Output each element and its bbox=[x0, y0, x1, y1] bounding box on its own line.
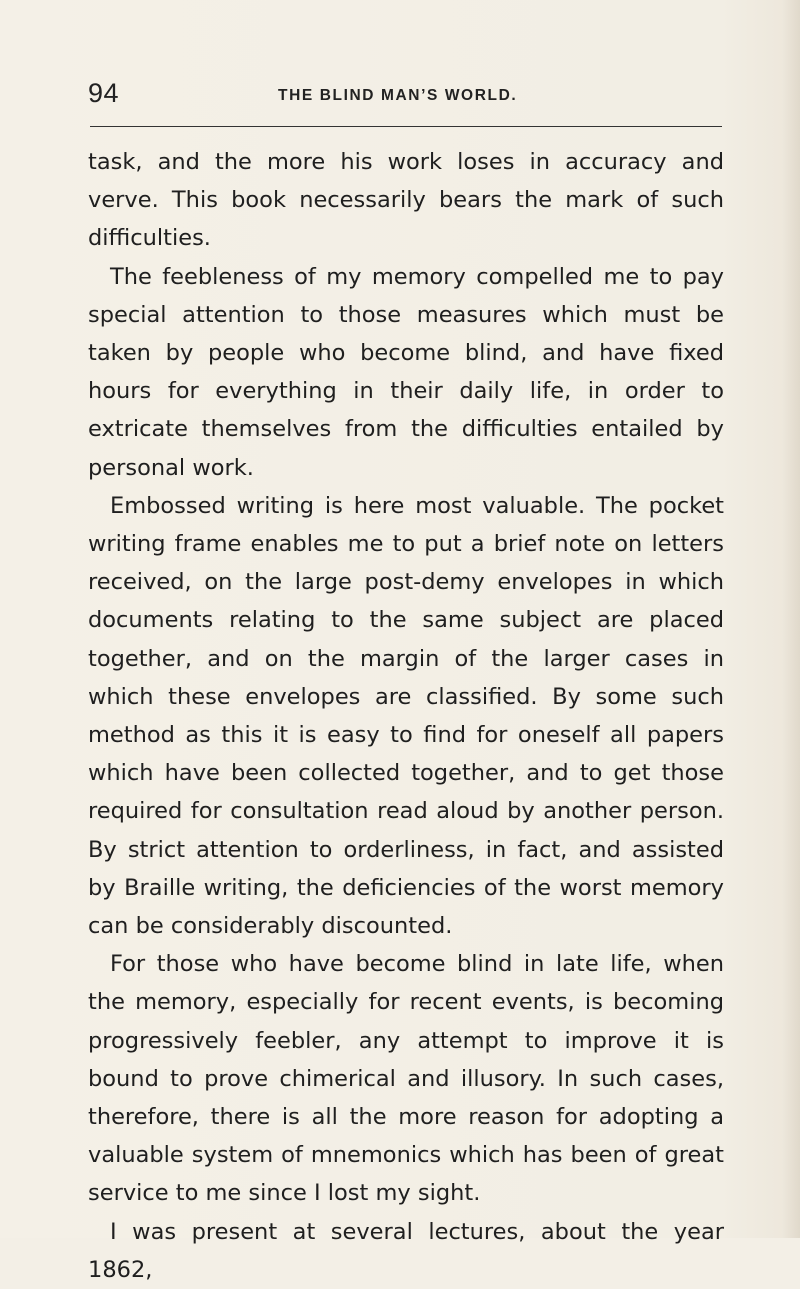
paragraph-embossed-writing: Embossed writing is here most valuable. The pocket writing frame enables me to put a brief note on letters received, on the large post-demy envelopes in which documents relating to the same subject are placed together, and on the margin of the larger cases in which these envelopes are classified. By some such method as this it is easy to find for oneself all papers which have been collected together, and to get those required for consultation read aloud by another person. By strict attention to orderliness, in fact, and assisted by Braille writing, the deficiencies of the worst memory can be considerably discounted. bbox=[88, 492, 724, 940]
running-title: THE BLIND MAN’S WORLD. bbox=[278, 87, 518, 104]
paragraph-memory: The feebleness of my memory compelled me to pay special attention to those measures which must be taken by people who become blind, and have fixed hours for everything in their daily life, in order to extricate themselves from the difficulties entailed by personal work. bbox=[88, 263, 724, 481]
paragraph-continuation: task, and the more his work loses in accuracy and verve. This book necessarily bears the mark of such difficulties. bbox=[88, 149, 724, 252]
body-text bbox=[88, 143, 724, 1289]
header-rule bbox=[90, 126, 722, 127]
page-edge-shadow bbox=[782, 0, 800, 1238]
running-head bbox=[88, 78, 720, 118]
paragraph-late-blindness: For those who have become blind in late life, when the memory, especially for recent events, is becoming progressively feebler, any attempt to improve it is bound to prove chimerical and illusory. In such cases, therefore, there is all the more reason for adopting a valuable system of mnemonics which has been of great service to me since I lost my sight. bbox=[88, 951, 724, 1207]
page-number: 94 bbox=[88, 78, 120, 108]
paragraph-lectures: I was present at several lectures, about the year 1862, bbox=[88, 1218, 724, 1283]
